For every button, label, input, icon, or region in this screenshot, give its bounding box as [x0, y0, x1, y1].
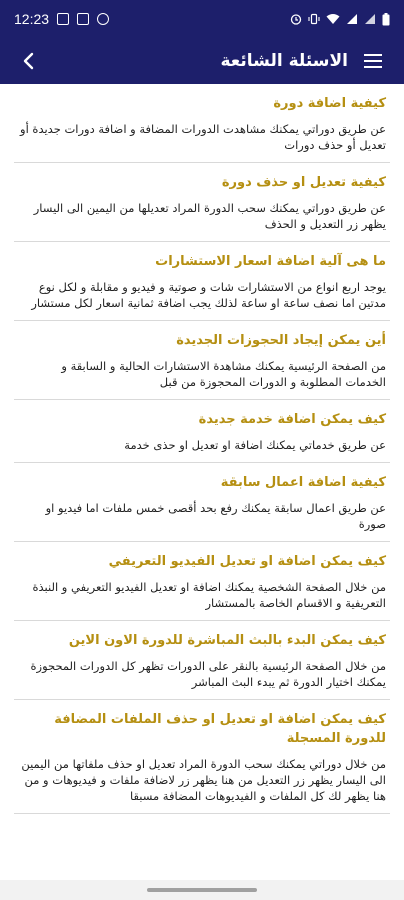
hamburger-icon-bar: [364, 66, 382, 68]
system-nav-bar: [0, 880, 404, 900]
home-gesture-handle[interactable]: [147, 888, 257, 892]
faq-question: كيفية اضافة اعمال سابقة: [220, 475, 386, 490]
status-left: [14, 11, 109, 27]
wifi-icon: [326, 13, 340, 25]
faq-item: [14, 621, 390, 700]
app-notification-icon: [77, 13, 89, 25]
faq-question: كيف يمكن اضافة او تعديل الفيديو التعريفي: [108, 554, 386, 569]
faq-answer: من خلال الصفحة الشخصية يمكنك اضافة او تعديل الفيديو التعريفي و النبذة التعريفية و الاقسام الخاصة بالمستشار: [32, 580, 386, 610]
faq-question: أين يمكن إيجاد الحجوزات الجديدة: [176, 333, 386, 348]
hamburger-icon-bar: [364, 60, 382, 62]
signal-icon: [346, 13, 358, 25]
faq-question: كيف يمكن اضافة او تعديل او حذف الملفات المضافة للدورة المسجلة: [54, 712, 386, 746]
battery-icon: [382, 13, 390, 26]
hamburger-icon-bar: [364, 54, 382, 56]
faq-answer: عن طريق دوراتي يمكنك مشاهدت الدورات المضافة و اضافة دورات جديدة أو تعديل أو حذف دورات: [20, 122, 386, 152]
faq-item: [14, 84, 390, 163]
faq-item: [14, 321, 390, 400]
status-right: [290, 13, 390, 26]
app-bar: [0, 38, 404, 84]
status-time: 12:23: [14, 11, 50, 27]
faq-item: [14, 463, 390, 542]
faq-item: [14, 400, 390, 463]
alarm-icon: [290, 13, 302, 25]
faq-item: [14, 700, 390, 814]
status-bar: [0, 0, 404, 38]
vibrate-icon: [308, 13, 320, 25]
faq-answer: من خلال الصفحة الرئيسية بالنقر على الدورات تظهر كل الدورات المحجوزة يمكنك اختيار الدورة ثم يبدء البث المباشر: [30, 659, 386, 689]
signal-2-icon: [364, 13, 376, 25]
faq-question: كيف يمكن البدء بالبث المباشرة للدورة الاون الاين: [68, 633, 386, 648]
faq-answer: عن طريق دوراتي يمكنك سحب الدورة المراد تعديلها من اليمين الى اليسار يظهر زر التعديل و الحذف: [33, 201, 386, 231]
faq-item: [14, 163, 390, 242]
faq-answer: عن طريق خدماتي يمكنك اضافة او تعديل او حذى خدمة: [124, 438, 386, 452]
page-title: الاسئلة الشائعة: [220, 51, 348, 71]
faq-answer: من خلال دوراتي يمكنك سحب الدورة المراد تعديل او حذف ملفاتها من اليمين الى اليسار يظهر زر التعديل من هنا يظهر زر لاضافة ملفات و فيديوهات و من هنا يظهر لك كل الملفات و الفيديوهات المضافة مسبقا: [21, 757, 386, 803]
faq-answer: من الصفحة الرئيسية يمكنك مشاهدة الاستشارات الحالية و السابقة و الخدمات المطلوبة و الدورات المحجوزة من قبل: [61, 359, 386, 389]
faq-list[interactable]: [0, 84, 404, 880]
gallery-notification-icon: [57, 13, 69, 25]
whatsapp-notification-icon: [97, 13, 109, 25]
faq-question: كيفية تعديل او حذف دورة: [221, 175, 386, 190]
faq-question: ما هى آلية اضافة اسعار الاستشارات: [155, 254, 386, 269]
faq-question: كيفية اضافة دورة: [273, 96, 386, 111]
faq-item: [14, 542, 390, 621]
faq-answer: يوجد اربع انواع من الاستشارات شات و صوتية و فيديو و مقابلة و لكل نوع مدتين اما نصف ساعة او ساعة لذلك يجب اضافة ثمانية اسعار لكل مستشار: [31, 280, 386, 310]
faq-item: [14, 242, 390, 321]
chevron-left-icon: [21, 52, 35, 70]
menu-button[interactable]: [364, 48, 390, 74]
faq-answer: عن طريق اعمال سابقة يمكنك رفع بحد أقصى خمس ملفات اما فيديو او صورة: [45, 501, 386, 531]
faq-question: كيف يمكن اضافة خدمة جديدة: [198, 412, 386, 427]
back-button[interactable]: [14, 47, 42, 75]
